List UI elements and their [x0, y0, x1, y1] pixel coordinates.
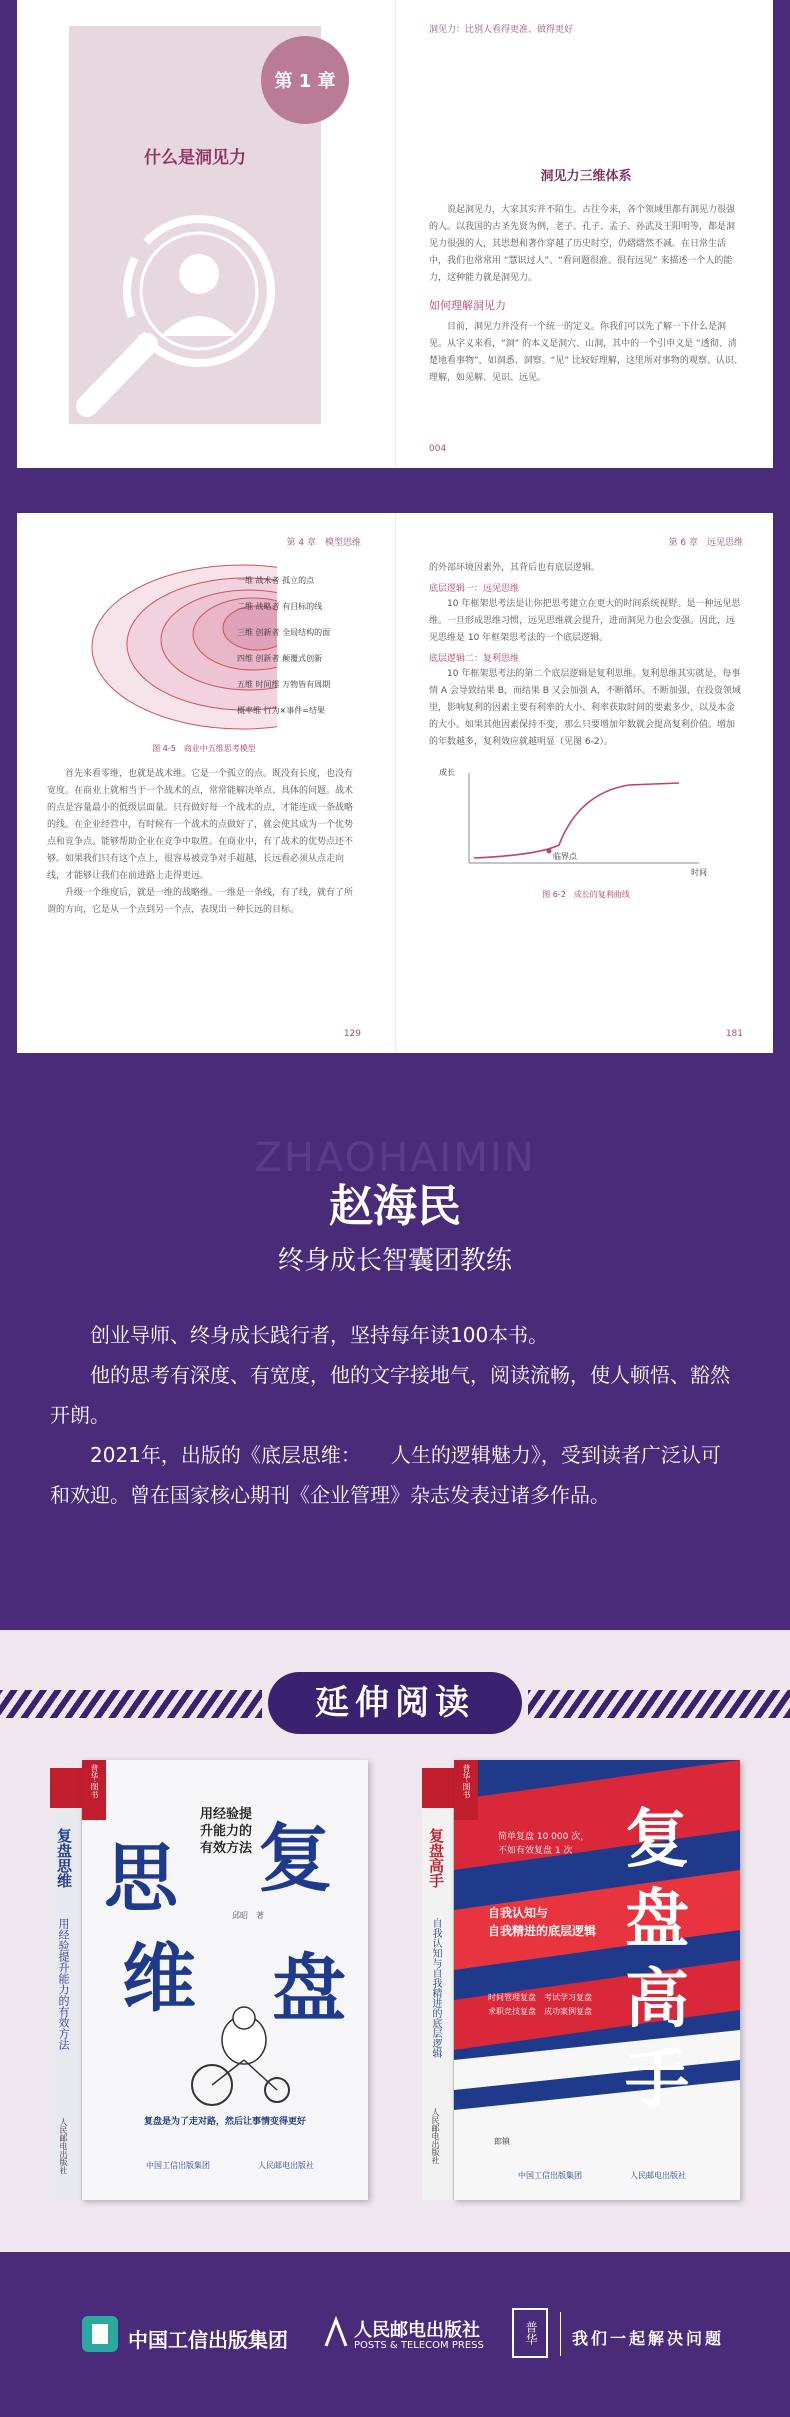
five-dimension-diagram: [47, 562, 361, 737]
spread2-left-page: [17, 513, 391, 1053]
growth-curve-graphic: [429, 763, 729, 883]
section-title: 洞见力三维体系: [540, 169, 632, 184]
chapter-title: 什么是洞见力: [144, 148, 246, 168]
book2-subtitle-2: 自我精进的底层逻辑: [488, 1924, 597, 1938]
body-paragraph: 说起洞见力，大家其实并不陌生。古往今来，各个领域里都有洞见力很强的人。以我国的古圣先贤为例，老子、孔子、孟子、孙武及王阳明等，都是洞见力很强的人，其思想和著作穿越了历史时空，仍熠熠然不减。在日常生活中，我们也常常用 “慧识过人”、“看问题很准、很有远见” 来描述一个人的能力，这种能力就是洞见力。: [429, 205, 736, 283]
bio-paragraph: 创业导师、终身成长践行者，坚持每年读100本书。: [90, 1323, 549, 1347]
diagram-level: 一维 战术者 孤立的点: [237, 576, 315, 585]
book1-publisher-right: 人民邮电出版社: [258, 2161, 314, 2170]
footer-group-name: 中国工信出版集团: [128, 2328, 288, 2352]
figure-caption: 图 4-5 商业中五维思考模型: [152, 744, 256, 753]
bio-paragraph: 他的思考有深度、有宽度，他的文字接地气，阅读流畅，使人顿悟、豁然开朗。: [50, 1363, 730, 1427]
spread1-right-page: [391, 0, 773, 468]
book2-char: 手: [625, 2043, 689, 2117]
page-number: 129: [343, 1029, 361, 1039]
footer-press-name: 人民邮电出版社: [354, 2320, 480, 2341]
bear-bicycle-illustration: [182, 2000, 302, 2110]
book2-publisher-left: 中国工信出版集团: [518, 2171, 582, 2180]
book1-spine-subtitle: 用经验提升能力的有效方法: [57, 1918, 70, 2050]
book1-spine-title: 复盘思维: [55, 1828, 73, 1888]
stripe-decoration-right: [528, 1690, 790, 1718]
running-header: 洞见力：比别人看得更准、做得更好: [429, 25, 574, 35]
diagram-level: 五维 时间维 万物皆有周期: [237, 680, 331, 689]
footer-press-english: POSTS & TELECOM PRESS: [354, 2340, 484, 2351]
running-header: 第 4 章 模型思维: [286, 538, 361, 548]
footer-seal-logo: 普华: [512, 2308, 548, 2358]
chapter-badge: 第 1 章: [261, 36, 349, 124]
book2-spine-publisher: 人民邮电出版社: [431, 2108, 440, 2164]
footer-slogan: 我们一起解决问题: [572, 2329, 725, 2348]
miit-group-logo-icon: [80, 2314, 120, 2354]
figure-caption: 图 6-2 成长的复利曲线: [542, 890, 630, 899]
book2-char: 高: [625, 1963, 689, 2037]
book2-author: 郎镇: [494, 2137, 510, 2146]
footer-divider: [560, 2312, 561, 2356]
book2-imprint: 普华·图书: [454, 1760, 478, 1820]
page-number: 004: [429, 444, 447, 454]
diagram-level: 三维 创新者 全局结构的面: [237, 628, 331, 637]
body-paragraph: 目前，洞见力并没有一个统一的定义。你我们可以先了解一下什么是洞见。从字义来看，“洞” 的本义是洞穴、山洞，其中的一个引申义是 “透彻、清楚地看事物”，如洞悉、洞察。“见” 比较好理解，这里所对事物的观察、认识、理解，如见解、见识、远见。: [429, 322, 743, 383]
diagram-level: 二维 战略者 有目标的线: [237, 602, 323, 611]
book1-subtitle: 用经验提升能力的有效方法: [200, 1807, 253, 1856]
book1-spine: [50, 1768, 82, 2200]
book1-front: [82, 1760, 368, 2200]
book1-author: 邱昭 著: [232, 1911, 264, 1920]
ptpress-logo-icon: [322, 2316, 350, 2352]
author-name: 赵海民: [329, 1181, 461, 1232]
stripe-decoration-left: [0, 1690, 262, 1718]
body-paragraph: 的外部环境因素外，其背后也有底层逻辑。: [429, 563, 601, 573]
book2-spine-subtitle: 自我认知与自我精进的底层逻辑: [430, 1918, 441, 2058]
book2-spine-title: 复盘高手: [427, 1828, 445, 1888]
book-spread-2: [17, 513, 773, 1053]
red-stripes-graphic: [454, 1760, 740, 2200]
book1-tagline: 复盘是为了走对路，然后让事情变得更好: [143, 2117, 306, 2127]
author-bio: [50, 1315, 740, 1515]
chart-y-label: 成长: [439, 768, 455, 777]
author-role: 终身成长智囊团教练: [277, 1246, 512, 1276]
chapter-opener-block: [69, 26, 336, 424]
body-paragraph: 10 年框架思考法的第二个底层逻辑是复利思维。复利思维其实就是，每事情 A 会导致结果 B，而结果 B 又会加强 A，不断循环。不断加强，在投资领域里，影响复利的因素主要有利率的大小、利率获取时间的要素多少，以及本金的大小。如果其他因素保持不变，那么只要增加年数就会提高复利价值。增加的年数越多，复利效应就越明显（见图 6-2）。: [429, 669, 741, 747]
book2-title: [622, 1800, 692, 2120]
bio-paragraph: 2021年，出版的《底层思维： 人生的逻辑魅力》，受到读者广泛认可和欢迎。曾在国家核心期刊《企业管理》杂志发表过诸多作品。: [50, 1443, 721, 1507]
book-cover-fupan-gaoshou[interactable]: [422, 1760, 740, 2200]
book2-char: 盘: [625, 1883, 689, 1957]
book1-char: 维: [122, 1936, 196, 2022]
author-watermark: ZHAOHAIMIN: [254, 1135, 536, 1181]
book2-publisher-right: 人民邮电出版社: [630, 2171, 686, 2180]
book1-publisher-left: 中国工信出版集团: [146, 2161, 210, 2170]
book2-spine: [422, 1768, 454, 2200]
page-number: 181: [725, 1029, 743, 1039]
diagram-labels: [237, 568, 357, 724]
extended-reading-title: 延伸阅读: [268, 1672, 522, 1734]
subsection-title: 底层逻辑二：复利思维: [429, 654, 520, 664]
publisher-footer: [0, 2252, 790, 2417]
book2-subtitle-1: 自我认知与: [488, 1906, 549, 1920]
subsection-title: 如何理解洞见力: [429, 299, 506, 312]
diagram-level: 概率维 行为×事件=结果: [237, 706, 325, 715]
book2-front: [454, 1760, 740, 2200]
chart-point-label: 临界点: [553, 852, 577, 861]
book1-imprint: 普华·图书: [82, 1760, 106, 1820]
body-paragraph: 首先来看零维，也就是战术维。它是一个孤立的点。既没有长度，也没有宽度。在商业上就相当于一个战术的点，常常能解决单点、具体的问题。战术的点是容量最小的低级层面量。只有做好每一个战术的点，才能连成一条战略的线。在企业经营中，有时候有一个战术的点做好了，就会使其成为一个优势点和竞争点。能够帮助企业在竞争中取胜。在商业中，有了战术的优势点还不够。如果我们只有这个点上，很容易被竞争对手超越，长远看必须从点走向线，才能够让我们在前进路上走得更远。: [47, 769, 354, 881]
book2-tags: 求职竞技复盘 成功案例复盘: [488, 2007, 592, 2016]
book2-char: 复: [625, 1803, 689, 1877]
running-header: 第 6 章 远见思维: [668, 538, 743, 548]
extended-reading-section: [0, 1630, 790, 2252]
book1-char: 思: [104, 1836, 178, 1922]
book1-char: 盘: [272, 1946, 346, 2032]
book-cover-fupan-siwei[interactable]: [50, 1760, 368, 2200]
book2-tags: 时间管理复盘 考试学习复盘: [488, 1993, 592, 2002]
body-paragraph: 10 年框架思考法是让你把思考建立在更大的时间系统视野。是一种远见思维。一旦形成思维习惯，远见思维就会提升，进而洞见力也会变强。因此，远见思维是 10 年框架思考法的一个底层逻辑。: [429, 599, 741, 643]
diagram-level: 四维 创新者 颠覆式创新: [237, 654, 323, 663]
body-paragraph: 升级一个维度后，就是一维的战略维。一维是一条线，有了线，就有了所谓的方向，它是从一个点到另一个点，表现出一种长远的目标。: [47, 888, 354, 915]
book-spread-1: [17, 0, 773, 468]
subsection-title: 底层逻辑一：远见思维: [429, 584, 520, 594]
author-section: [0, 1075, 790, 1630]
spread2-right-page: [391, 513, 773, 1053]
book1-char: 复: [258, 1816, 332, 1902]
magnifier-person-icon: [69, 196, 321, 424]
book1-spine-publisher: 人民邮电出版社: [59, 2118, 68, 2174]
compound-growth-chart: [429, 763, 743, 883]
chart-x-label: 时间: [691, 868, 707, 877]
book2-promo: 简单复盘 10 000 次，不如有效复盘 1 次: [498, 1832, 590, 1856]
spread1-left-page: [17, 0, 391, 468]
